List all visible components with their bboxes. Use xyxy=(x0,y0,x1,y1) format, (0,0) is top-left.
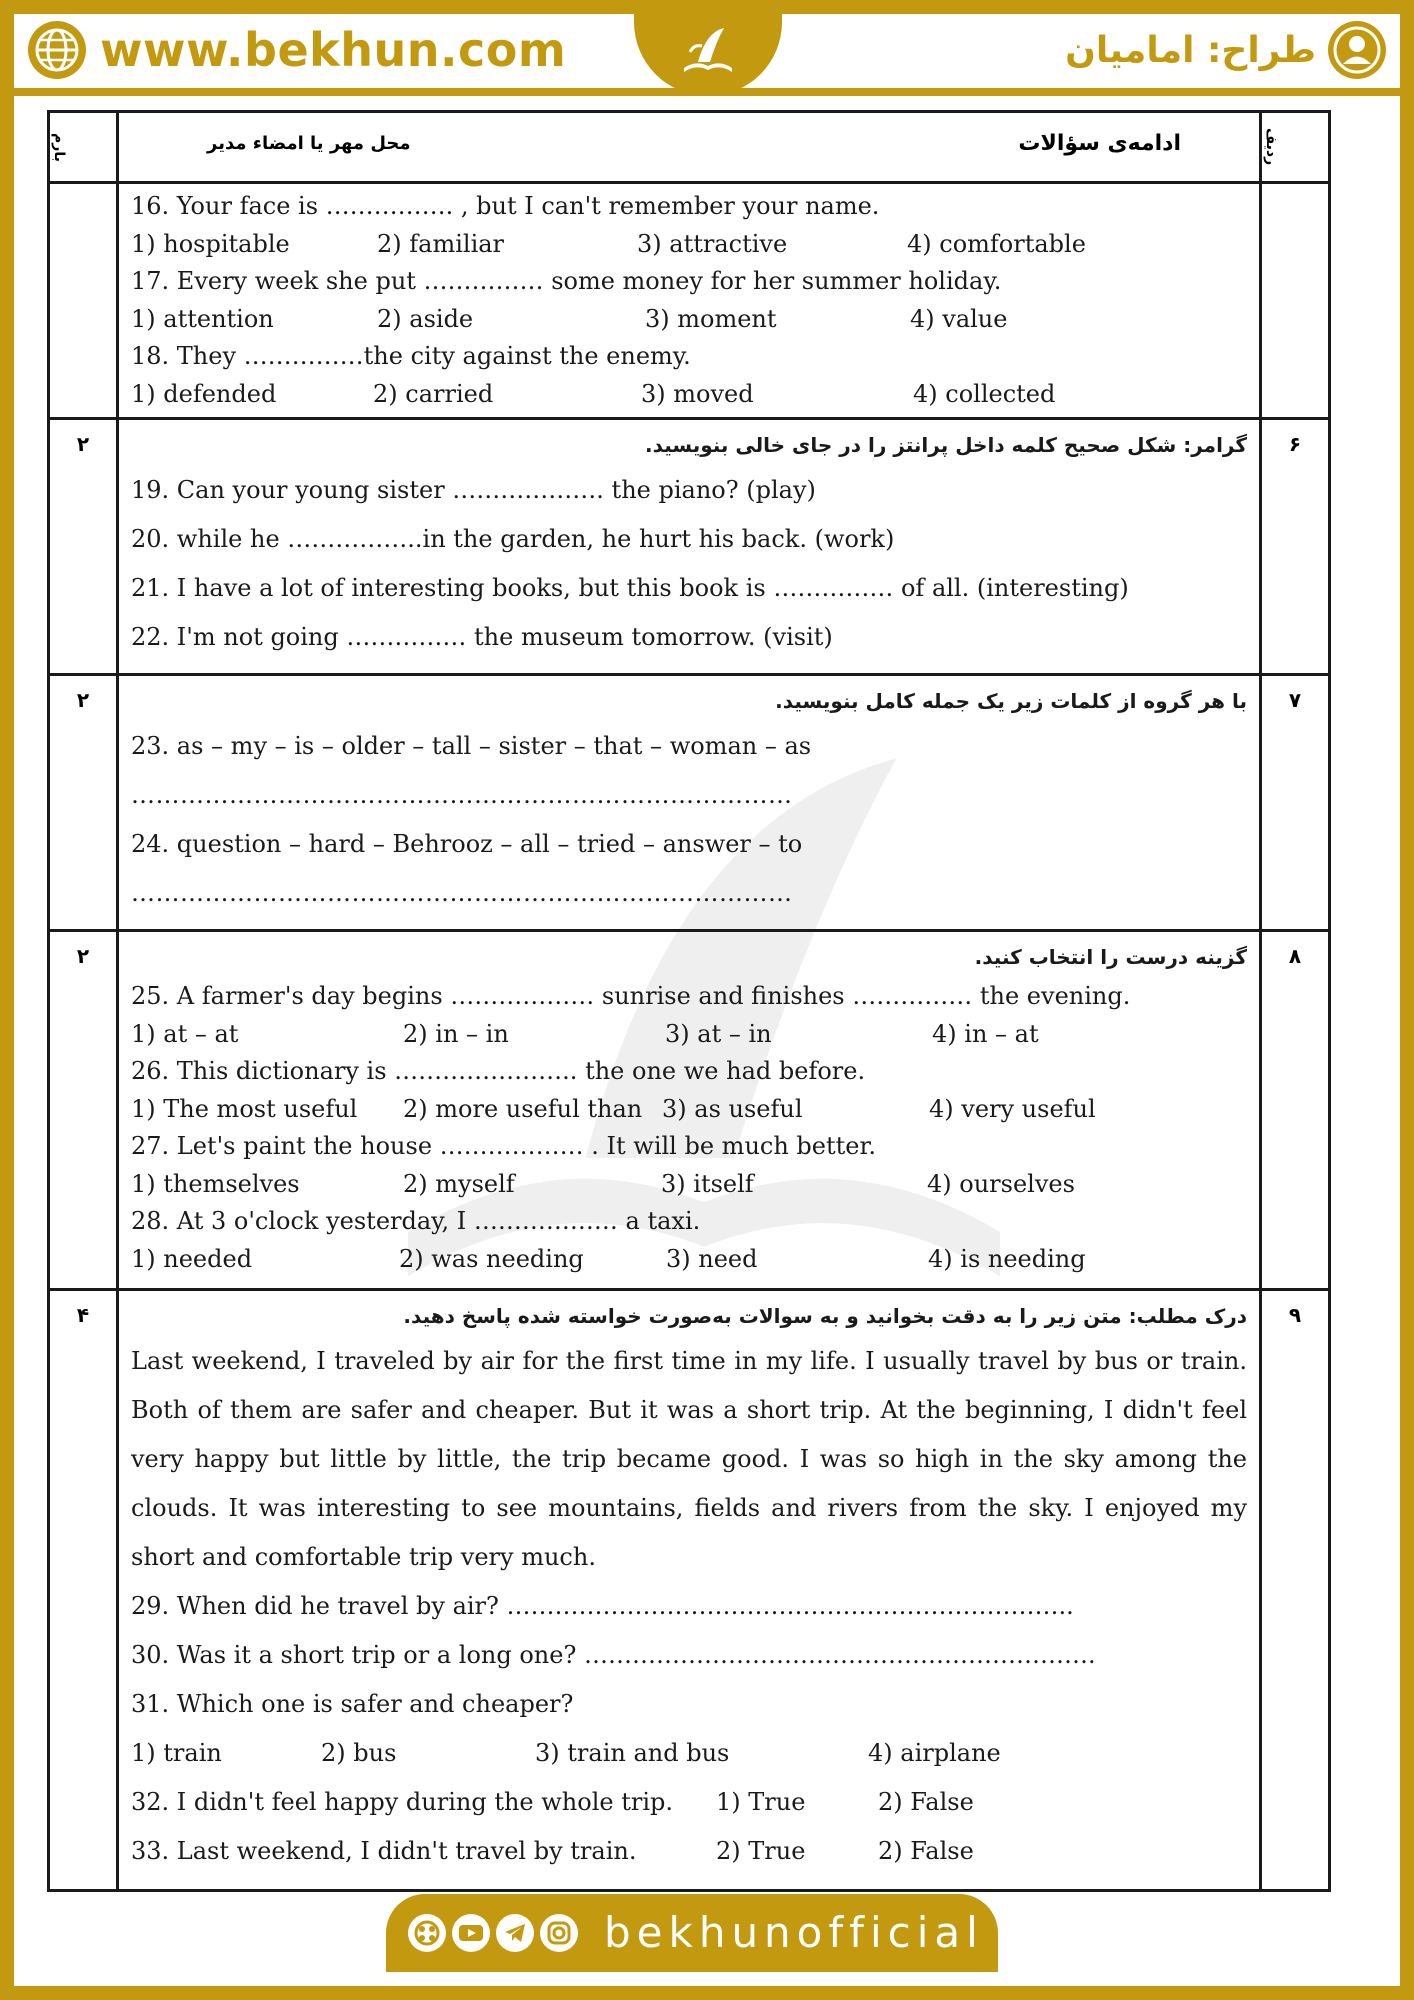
option[interactable]: 3) at – in xyxy=(665,1019,772,1048)
option[interactable]: 2) in – in xyxy=(403,1019,509,1048)
option[interactable]: 1) The most useful xyxy=(131,1094,358,1123)
section-row xyxy=(49,675,1330,931)
section-row xyxy=(49,1290,1330,1891)
question-27: 27. Let's paint the house ……………… . It will be much better. xyxy=(131,1132,876,1160)
row-number: ۹ xyxy=(1261,1290,1330,1891)
option[interactable]: 3) moment xyxy=(645,304,777,333)
question-29: 29. When did he travel by air? …………………………………………………………….. xyxy=(131,1592,1074,1620)
youtube-icon[interactable] xyxy=(452,1914,490,1952)
question-33-row xyxy=(131,1827,1247,1876)
section-row xyxy=(49,183,1330,419)
table-header xyxy=(49,112,1330,183)
true-option[interactable]: 2) True xyxy=(716,1837,806,1865)
website-link[interactable] xyxy=(28,20,566,80)
question-32: 32. I didn't feel happy during the whole trip. xyxy=(131,1788,674,1816)
answer-line-23[interactable]: ……………………………………………………………………… xyxy=(131,781,793,809)
options-26 xyxy=(131,1091,1247,1129)
question-30: 30. Was it a short trip or a long one? ………………………………………………………. xyxy=(131,1641,1096,1669)
option[interactable]: 1) at – at xyxy=(131,1019,239,1048)
score-value: ۲ xyxy=(49,931,118,1290)
option[interactable]: 2) familiar xyxy=(377,229,505,258)
question-19: 19. Can your young sister ………………. the piano? (play) xyxy=(131,476,816,504)
question-31: 31. Which one is safer and cheaper? xyxy=(131,1690,574,1718)
question-24: 24. question – hard – Behrooz – all – tried – answer – to xyxy=(131,830,803,858)
false-option[interactable]: 2) False xyxy=(878,1837,974,1865)
social-handle: bekhunofficial xyxy=(604,1908,984,1957)
question-18: 18. They ……………the city against the enemy. xyxy=(131,342,691,370)
option[interactable]: 4) airplane xyxy=(868,1739,1001,1767)
section-row xyxy=(49,419,1330,675)
question-16: 16. Your face is ……………. , but I can't remember your name. xyxy=(131,192,880,220)
option[interactable]: 3) moved xyxy=(641,379,754,408)
book-logo-icon xyxy=(676,22,740,86)
option[interactable]: 2) was needing xyxy=(399,1244,584,1273)
option[interactable]: 4) is needing xyxy=(928,1244,1086,1273)
website-text: www.bekhun.com xyxy=(100,23,567,77)
aparat-icon[interactable] xyxy=(408,1914,446,1952)
section-instruction: گزینه درست را انتخاب کنید. xyxy=(974,945,1247,969)
title-header xyxy=(118,112,1261,183)
row-number: ۸ xyxy=(1261,931,1330,1290)
section-content xyxy=(118,419,1261,675)
option[interactable]: 2) myself xyxy=(403,1169,515,1198)
score-cell xyxy=(49,183,118,419)
user-icon xyxy=(1328,21,1386,79)
options-27 xyxy=(131,1166,1247,1204)
option[interactable]: 4) comfortable xyxy=(907,229,1086,258)
option[interactable]: 4) collected xyxy=(913,379,1056,408)
option[interactable]: 1) train xyxy=(131,1739,222,1767)
options-18 xyxy=(131,376,1247,414)
question-25: 25. A farmer's day begins ……………… sunrise and finishes …………… the evening. xyxy=(131,982,1131,1010)
score-header: بارم xyxy=(49,112,118,183)
option[interactable]: 3) as useful xyxy=(662,1094,803,1123)
social-icons xyxy=(408,1914,584,1952)
row-number: ۷ xyxy=(1261,675,1330,931)
options-17 xyxy=(131,301,1247,339)
option[interactable]: 2) bus xyxy=(321,1739,397,1767)
row-number-cell xyxy=(1261,183,1330,419)
section-content xyxy=(118,183,1261,419)
options-16 xyxy=(131,226,1247,264)
social-footer xyxy=(386,1894,998,1972)
option[interactable]: 4) ourselves xyxy=(927,1169,1075,1198)
section-instruction: با هر گروه از کلمات زیر یک جمله کامل بنویسید. xyxy=(775,689,1247,713)
designer-credit xyxy=(1065,20,1386,80)
option[interactable]: 3) itself xyxy=(661,1169,754,1198)
telegram-icon[interactable] xyxy=(496,1914,534,1952)
options-28 xyxy=(131,1241,1247,1279)
score-value: ۲ xyxy=(49,675,118,931)
instagram-icon[interactable] xyxy=(540,1914,578,1952)
option[interactable]: 1) hospitable xyxy=(131,229,290,258)
option[interactable]: 2) aside xyxy=(377,304,474,333)
score-value: ۴ xyxy=(49,1290,118,1891)
reading-passage: Last weekend, I traveled by air for the first time in my life. I usually travel by bus or train. Both of them are safer and cheaper. But it was a short trip. At the beginning, I didn't feel very happy but little by little, the trip became good. I was so high in the sky among the clouds. It was interesting to see mountains, fields and rivers from the sky. I enjoyed my short and comfortable trip very much. xyxy=(131,1347,1247,1571)
question-26: 26. This dictionary is ………………….. the one we had before. xyxy=(131,1057,866,1085)
globe-icon xyxy=(28,21,86,79)
option[interactable]: 2) carried xyxy=(373,379,494,408)
score-value: ۲ xyxy=(49,419,118,675)
options-31 xyxy=(131,1729,1247,1778)
section-row xyxy=(49,931,1330,1290)
option[interactable]: 4) value xyxy=(910,304,1008,333)
designer-name: طراح: امامیان xyxy=(1065,29,1316,71)
question-20: 20. while he ……………..in the garden, he hurt his back. (work) xyxy=(131,525,895,553)
option[interactable]: 3) attractive xyxy=(637,229,788,258)
question-22: 22. I'm not going …………… the museum tomorrow. (visit) xyxy=(131,623,833,651)
false-option[interactable]: 2) False xyxy=(878,1788,974,1816)
section-content xyxy=(118,931,1261,1290)
option[interactable]: 4) in – at xyxy=(932,1019,1039,1048)
section-content xyxy=(118,1290,1261,1891)
exam-table xyxy=(47,110,1331,1892)
section-instruction: درک مطلب: متن زیر را به دقت بخوانید و به سوالات به‌صورت خواسته شده پاسخ دهید. xyxy=(403,1304,1247,1328)
true-option[interactable]: 1) True xyxy=(716,1788,806,1816)
section-content xyxy=(118,675,1261,931)
question-32-row xyxy=(131,1778,1247,1827)
answer-line-24[interactable]: ……………………………………………………………………… xyxy=(131,879,793,907)
row-number: ۶ xyxy=(1261,419,1330,675)
section-instruction: گرامر: شکل صحیح کلمه داخل پرانتز را در جای خالی بنویسید. xyxy=(645,433,1247,457)
option[interactable]: 3) train and bus xyxy=(535,1739,730,1767)
table-title: ادامه‌ی سؤالات xyxy=(1018,131,1181,156)
option[interactable]: 2) more useful than xyxy=(403,1094,643,1123)
seal-label: محل مهر یا امضاء مدیر xyxy=(207,133,411,154)
question-21: 21. I have a lot of interesting books, but this book is …………… of all. (interesting) xyxy=(131,574,1129,602)
option[interactable]: 1) defended xyxy=(131,379,277,408)
option[interactable]: 3) need xyxy=(666,1244,758,1273)
option[interactable]: 4) very useful xyxy=(929,1094,1096,1123)
option[interactable]: 1) attention xyxy=(131,304,274,333)
question-28: 28. At 3 o'clock yesterday, I ……………… a taxi. xyxy=(131,1207,701,1235)
question-17: 17. Every week she put …………… some money for her summer holiday. xyxy=(131,267,1002,295)
option[interactable]: 1) needed xyxy=(131,1244,253,1273)
option[interactable]: 1) themselves xyxy=(131,1169,300,1198)
row-header: ردیف xyxy=(1261,112,1330,183)
options-25 xyxy=(131,1016,1247,1054)
question-33: 33. Last weekend, I didn't travel by train. xyxy=(131,1837,637,1865)
question-23: 23. as – my – is – older – tall – sister – that – woman – as xyxy=(131,732,812,760)
